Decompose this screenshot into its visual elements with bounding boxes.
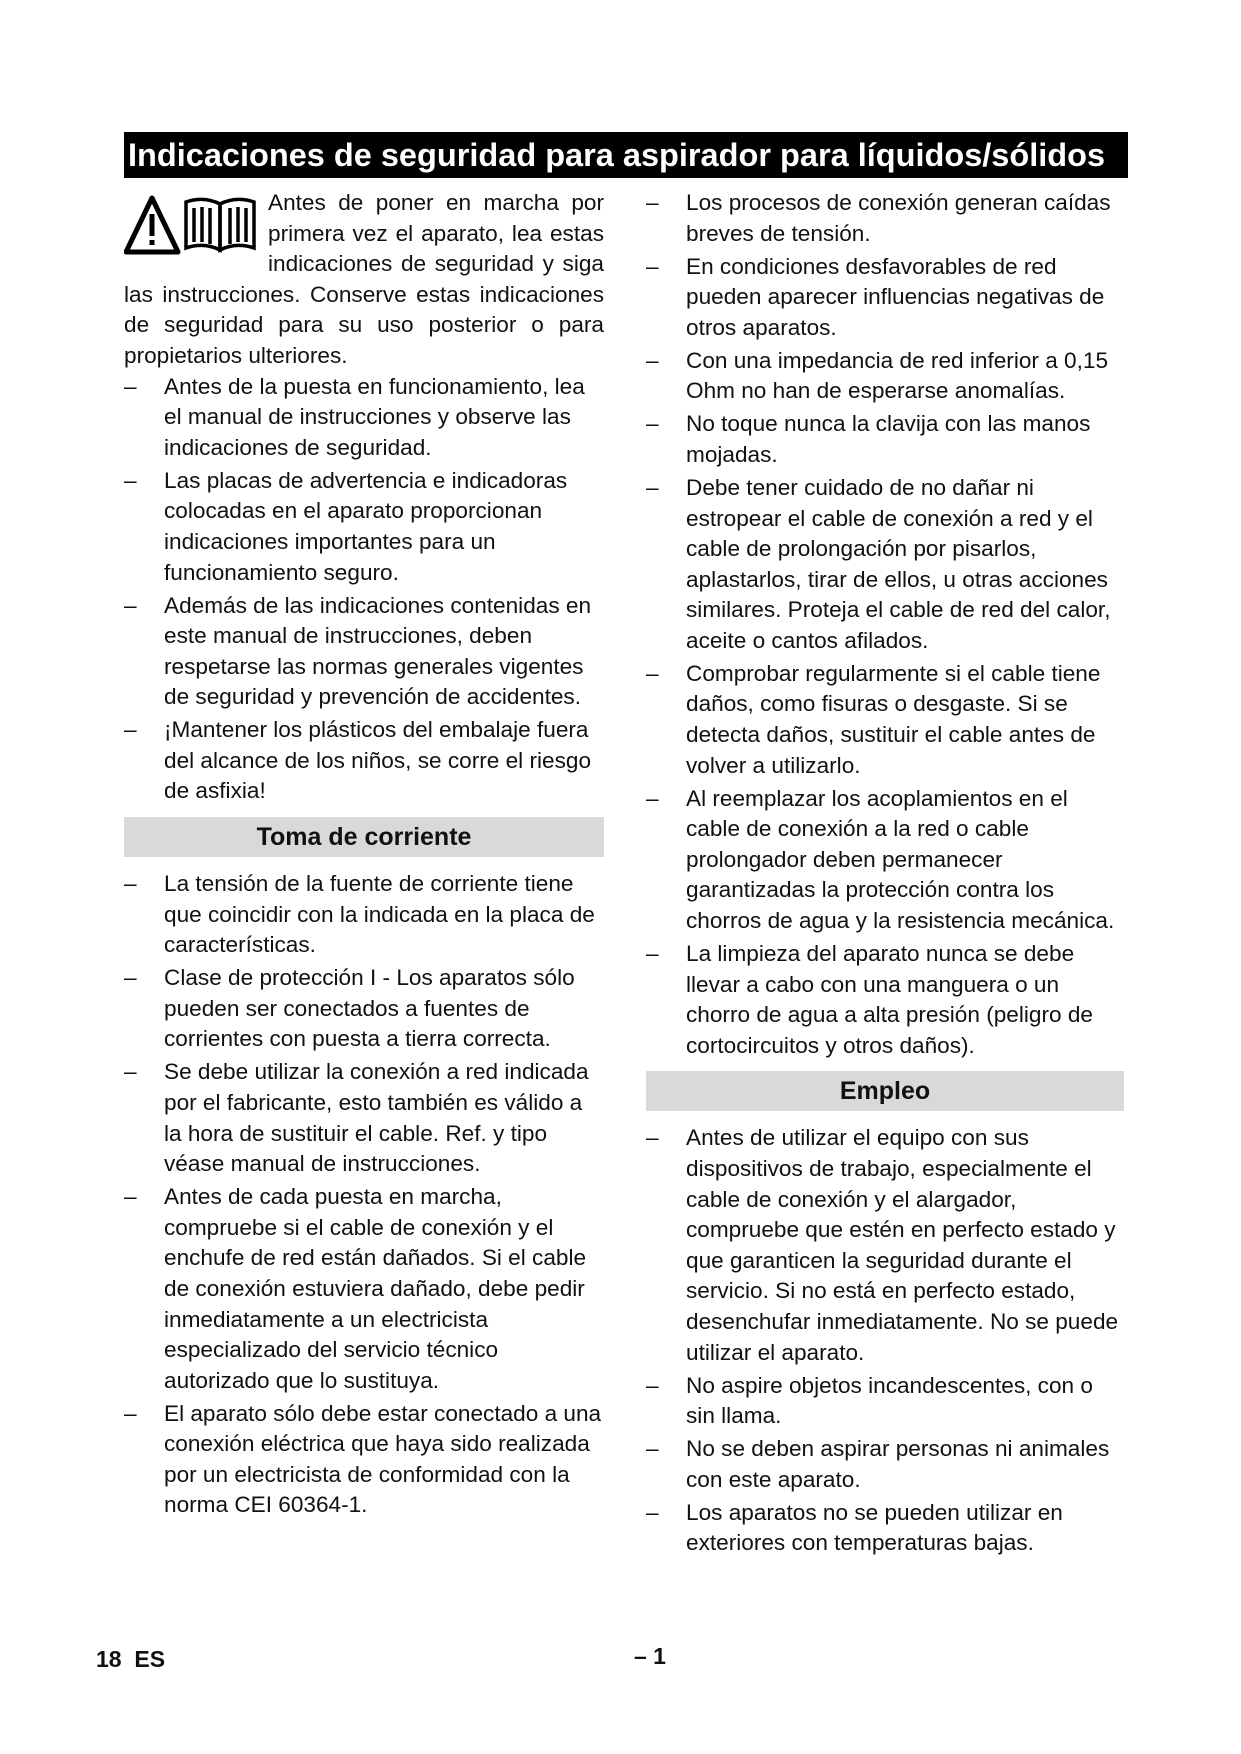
list-item-text: En condiciones desfavorables de red pueden aparecer influencias negativas de otros aparatos. (686, 253, 1105, 340)
intro-text: Antes de poner en marcha por primera vez el aparato, lea estas indicaciones de seguridad y siga las instrucciones. Conserve estas indicaciones de seguridad para su uso posterior o para propietarios ulteriores. (124, 190, 604, 368)
dash-bullet: – (124, 965, 137, 991)
list-item-text: Los procesos de conexión generan caídas breves de tensión. (686, 190, 1111, 246)
left-column (124, 188, 604, 1523)
list-item (124, 869, 604, 961)
dash-bullet: – (646, 253, 659, 279)
list-item (124, 963, 604, 1055)
list-item-text: Además de las indicaciones contenidas en este manual de instrucciones, deben respetarse las normas generales vigentes de seguridad y prevención de accidentes. (164, 592, 592, 710)
section-heading-toma-de-corriente: Toma de corriente (124, 817, 604, 857)
dash-bullet: – (124, 592, 137, 618)
list-item-text: ¡Mantener los plásticos del embalaje fuera del alcance de los niños, se corre el riesgo de asfixia! (164, 717, 592, 804)
dash-bullet: – (124, 373, 137, 399)
footer-center-mark: – 1 (634, 1643, 666, 1669)
dash-bullet: – (646, 785, 659, 811)
dash-bullet: – (124, 1400, 137, 1426)
list-item-text: Antes de utilizar el equipo con sus dispositivos de trabajo, especialmente el cable de conexión y el alargador, compruebe que estén en perfecto estado y que garanticen la seguridad durante el servicio. Si no está en perfecto estado, desenchufar inmediatamente. No se puede utilizar el aparato. (686, 1125, 1119, 1365)
list-item-text: No toque nunca la clavija con las manos mojadas. (686, 411, 1091, 467)
list-item-text: Clase de protección I - Los aparatos sólo pueden ser conectados a fuentes de corrientes con puesta a tierra correcta. (164, 965, 575, 1052)
dash-bullet: – (124, 1059, 137, 1085)
dash-bullet: – (646, 1372, 659, 1398)
list-item-text: Antes de la puesta en funcionamiento, lea el manual de instrucciones y observe las indicaciones de seguridad. (164, 373, 585, 460)
list-item-text: Al reemplazar los acoplamientos en el cable de conexión a la red o cable prolongador deben permanecer garantizadas la protección contra los chorros de agua y la resistencia mecánica. (686, 785, 1115, 933)
dash-bullet: – (124, 871, 137, 897)
dash-bullet: – (646, 347, 659, 373)
page-number: 18 (96, 1646, 122, 1672)
dash-bullet: – (646, 474, 659, 500)
list-item (124, 1399, 604, 1521)
section-heading-empleo: Empleo (646, 1071, 1124, 1111)
list-item (646, 1371, 1124, 1432)
intro-block (124, 188, 604, 372)
dash-bullet: – (646, 1436, 659, 1462)
footer-page-number (96, 1646, 165, 1673)
toma-list (124, 869, 604, 1521)
dash-bullet: – (124, 467, 137, 493)
dash-bullet: – (646, 1125, 659, 1151)
dash-bullet: – (646, 660, 659, 686)
list-item (124, 372, 604, 464)
language-code: ES (134, 1646, 166, 1672)
list-item (646, 1123, 1124, 1368)
list-item-text: La limpieza del aparato nunca se debe llevar a cabo con una manguera o un chorro de agua a alta presión (peligro de cortocircuitos y otros daños). (686, 940, 1093, 1058)
empleo-list (646, 1123, 1124, 1558)
right-list (646, 188, 1124, 1061)
list-item (124, 715, 604, 807)
list-item-text: La tensión de la fuente de corriente tiene que coincidir con la indicada en la placa de características. (164, 871, 595, 958)
list-item (646, 659, 1124, 781)
list-item-text: El aparato sólo debe estar conectado a una conexión eléctrica que haya sido realizada por un electricista de conformidad con la norma CEI 60364-1. (164, 1400, 602, 1518)
list-item (646, 346, 1124, 407)
page-title: Indicaciones de seguridad para aspirador para líquidos/sólidos (124, 132, 1128, 178)
dash-bullet: – (646, 1499, 659, 1525)
list-item-text: Comprobar regularmente si el cable tiene daños, como fisuras o desgaste. Si se detecta daños, sustituir el cable antes de volver a utilizarlo. (686, 660, 1101, 778)
list-item-text: Debe tener cuidado de no dañar ni estropear el cable de conexión a red y el cable de prolongación por pisarlos, aplastarlos, tirar de ellos, u otras acciones similares. Proteja el cable de red del calor, aceite o cantos afilados. (686, 474, 1111, 653)
list-item (646, 473, 1124, 657)
list-item (646, 1434, 1124, 1495)
list-item (646, 409, 1124, 470)
manual-book-icon (186, 199, 254, 250)
dash-bullet: – (646, 940, 659, 966)
right-column (646, 188, 1124, 1561)
list-item-text: Antes de cada puesta en marcha, compruebe si el cable de conexión y el enchufe de red están dañados. Si el cable de conexión estuviera dañado, debe pedir inmediatamente a un electricista especializado del servicio técnico autorizado que lo sustituya. (164, 1184, 587, 1393)
list-item (124, 466, 604, 588)
list-item (646, 188, 1124, 249)
dash-bullet: – (124, 717, 137, 743)
dash-bullet: – (124, 1184, 137, 1210)
list-item-text: Con una impedancia de red inferior a 0,15 Ohm no han de esperarse anomalías. (686, 347, 1109, 404)
list-item-text: Las placas de advertencia e indicadoras colocadas en el aparato proporcionan indicaciones importantes para un funcionamiento seguro. (164, 467, 568, 585)
list-item (124, 591, 604, 713)
list-item (124, 1182, 604, 1396)
dash-bullet: – (646, 411, 659, 437)
list-item-text: Los aparatos no se pueden utilizar en exteriores con temperaturas bajas. (686, 1499, 1063, 1556)
list-item (646, 252, 1124, 344)
list-item-text: No se deben aspirar personas ni animales con este aparato. (686, 1436, 1110, 1492)
left-list (124, 372, 604, 807)
list-item (646, 784, 1124, 937)
dash-bullet: – (646, 190, 659, 215)
list-item (646, 939, 1124, 1061)
list-item (124, 1057, 604, 1179)
warning-triangle-icon (126, 198, 178, 252)
list-item-text: No aspire objetos incandescentes, con o sin llama. (686, 1372, 1093, 1429)
list-item-text: Se debe utilizar la conexión a red indicada por el fabricante, esto también es válido a la hora de sustituir el cable. Ref. y tipo véase manual de instrucciones. (164, 1059, 589, 1177)
warning-manual-icon (124, 194, 260, 258)
list-item (646, 1498, 1124, 1559)
